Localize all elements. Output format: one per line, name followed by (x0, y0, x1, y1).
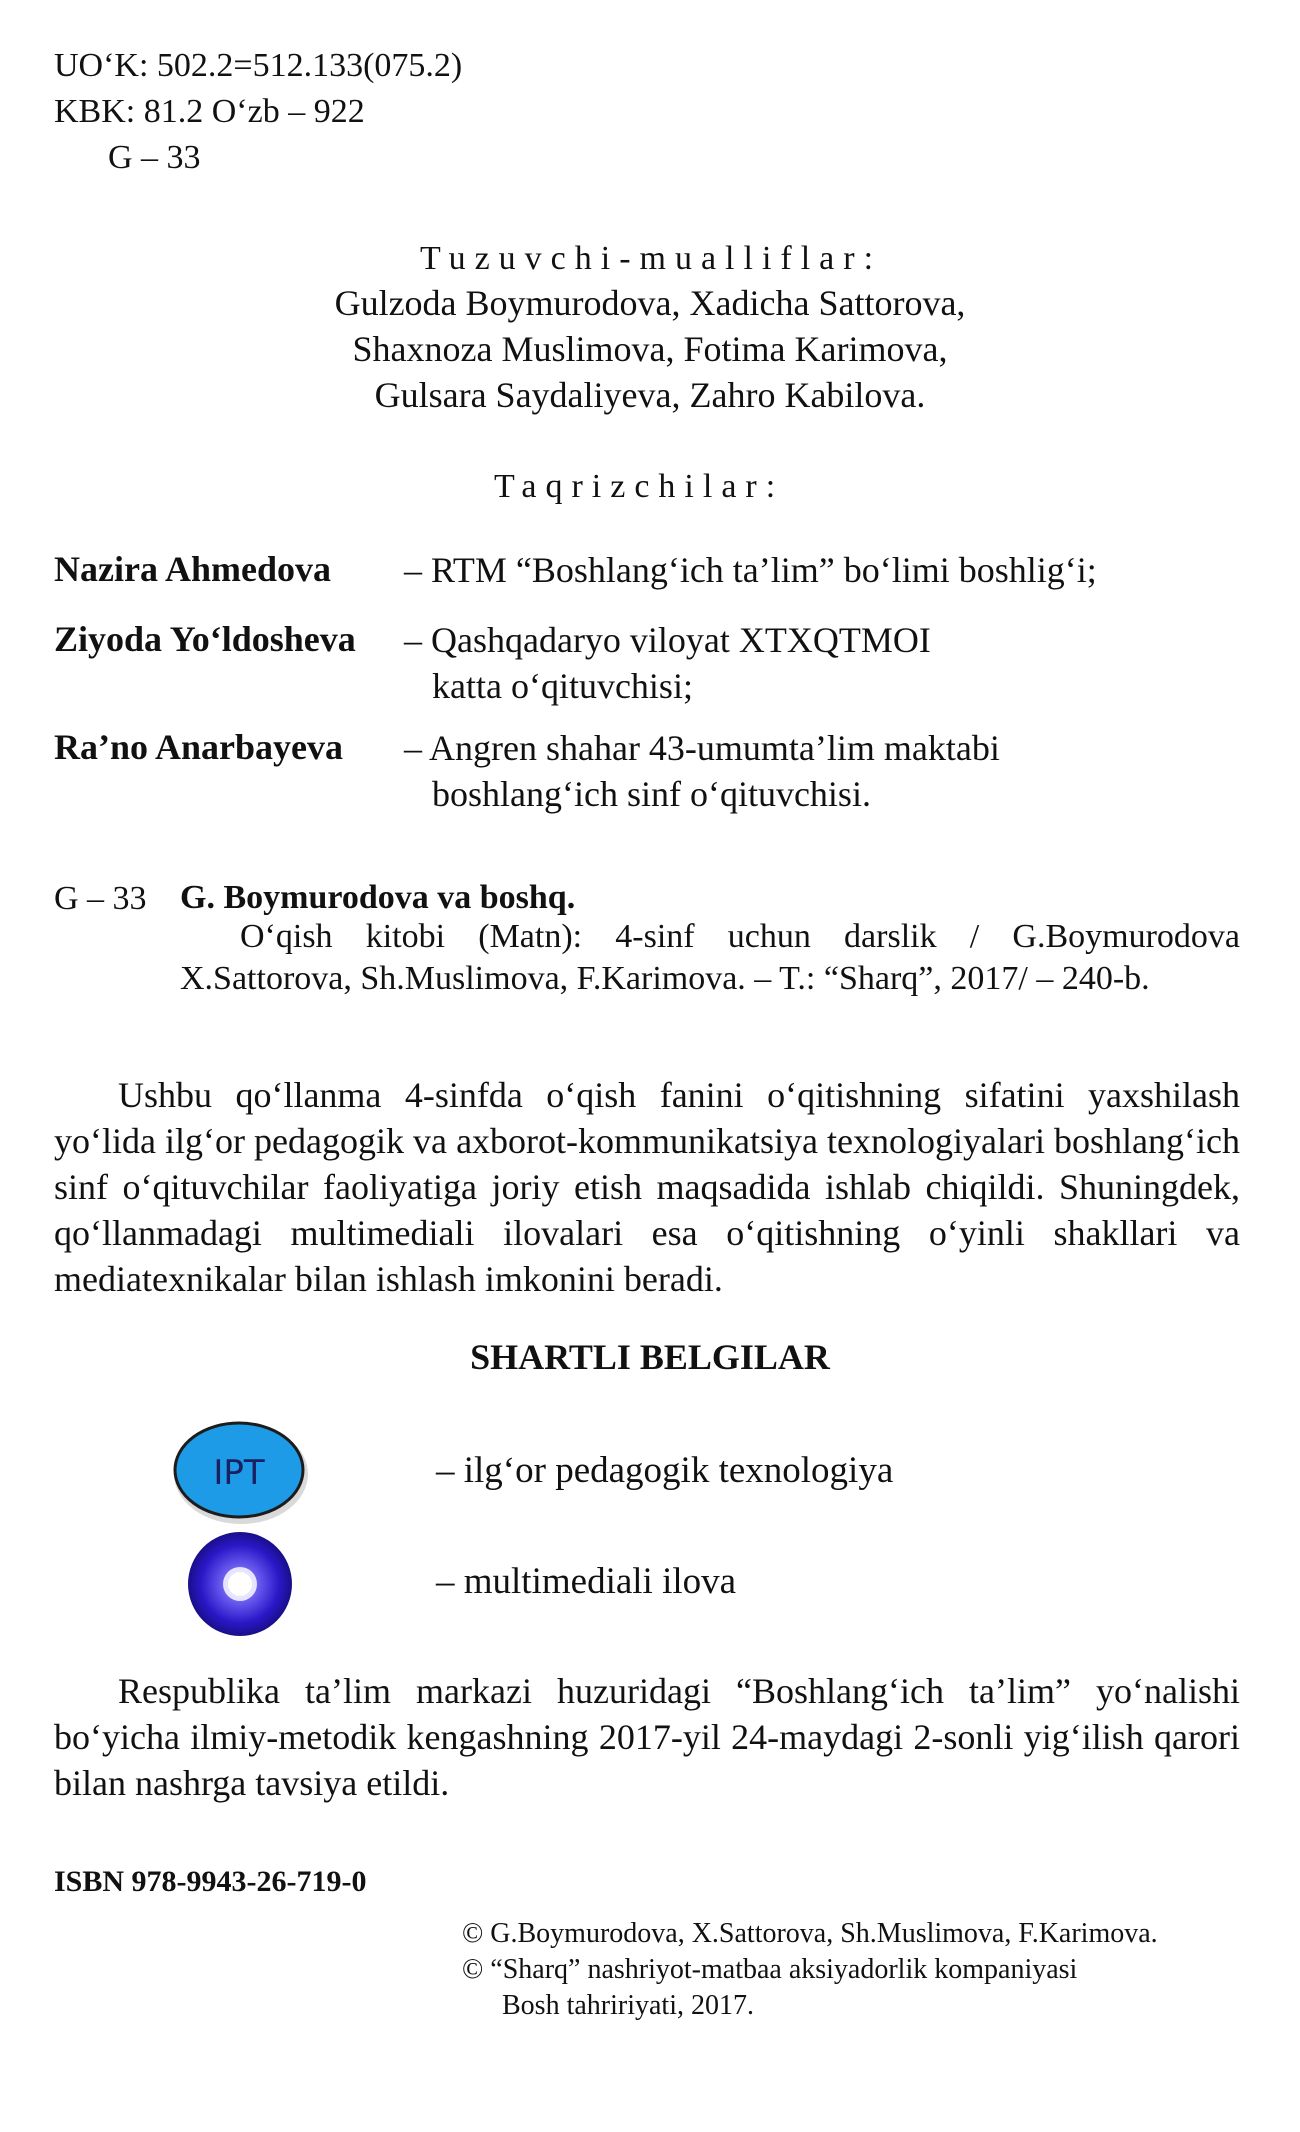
authors-heading: Tuzuvchi-mualliflar: (420, 240, 883, 277)
copyright-line-3: Bosh tahririyati, 2017. (502, 1990, 754, 2021)
reviewer-name-3: Ra’no Anarbayeva (54, 727, 344, 767)
legend-heading: SHARTLI BELGILAR (470, 1337, 830, 1377)
authors-line-1: Gulzoda Boymurodova, Xadicha Sattorova, (334, 283, 966, 323)
bib-code: G – 33 (54, 880, 147, 917)
authors-line-3: Gulsara Saydaliyeva, Zahro Kabilova. (374, 375, 926, 415)
cd-disc-icon (186, 1530, 294, 1638)
recommendation-paragraph: Respublika ta’lim markazi huzuridagi “Boshlang‘ich ta’lim” yo‘nalishi bo‘yicha ilmiy-metodik kengashning 2017-yil 24-maydagi 2-sonli yig‘ilish qarori bilan nashrga tavsiya etildi. (54, 1671, 1240, 1803)
udk-code: UO‘K: 502.2=512.133(075.2) (54, 47, 463, 84)
reviewers-heading: Taqrizchilar: (494, 468, 785, 505)
reviewer-desc-3b: boshlang‘ich sinf o‘qituvchisi. (432, 774, 871, 814)
reviewer-desc-2b: katta o‘qituvchisi; (432, 666, 693, 706)
isbn: ISBN 978-9943-26-719-0 (54, 1865, 367, 1898)
reviewer-desc-2a: – Qashqadaryo viloyat XTXQTMOI (404, 620, 931, 660)
ipt-legend-label: – ilg‘or pedagogik texnologiya (436, 1450, 894, 1491)
ipt-badge-text: IPT (213, 1453, 265, 1493)
bib-description: O‘qish kitobi (Matn): 4-sinf uchun darslik / G.Boymurodova X.Sattorova, Sh.Muslimova, F.Karimova. – T.: “Sharq”, 2017/ – 240-b. (180, 918, 1240, 997)
copyright-line-1: © G.Boymurodova, X.Sattorova, Sh.Muslimova, F.Karimova. (462, 1918, 1158, 1949)
reviewer-desc-3a: – Angren shahar 43-umumta’lim maktabi (404, 728, 1000, 768)
reviewer-desc-1: – RTM “Boshlang‘ich ta’lim” bo‘limi boshlig‘i; (404, 550, 1097, 590)
abstract-paragraph: Ushbu qo‘llanma 4-sinfda o‘qish fanini o‘qitishning sifatini yaxshilash yo‘lida ilg‘or pedagogik va axborot-kommunikatsiya texnologiyalari boshlang‘ich sinf o‘qituvchilar faoliyatiga joriy etish maqsadida ishlab chiqildi. Shuningdek, qo‘llanmadagi multimediali ilovalari esa o‘qitishning o‘yinli shakllari va mediatexnikalar bilan ishlash imkonini beradi. (54, 1075, 1240, 1299)
ipt-icon (170, 1418, 312, 1526)
bib-author: G. Boymurodova va boshq. (180, 879, 576, 916)
reviewer-name-2: Ziyoda Yo‘ldosheva (54, 619, 356, 659)
reviewer-name-1: Nazira Ahmedova (54, 549, 331, 589)
authors-line-2: Shaxnoza Muslimova, Fotima Karimova, (352, 329, 948, 369)
copyright-line-2: © “Sharq” nashriyot-matbaa aksiyadorlik kompaniyasi (462, 1954, 1078, 1985)
cd-legend-label: – multimediali ilova (436, 1561, 737, 1602)
kbk-code: KBK: 81.2 O‘zb – 922 (54, 93, 365, 130)
catalog-code: G – 33 (108, 139, 201, 176)
